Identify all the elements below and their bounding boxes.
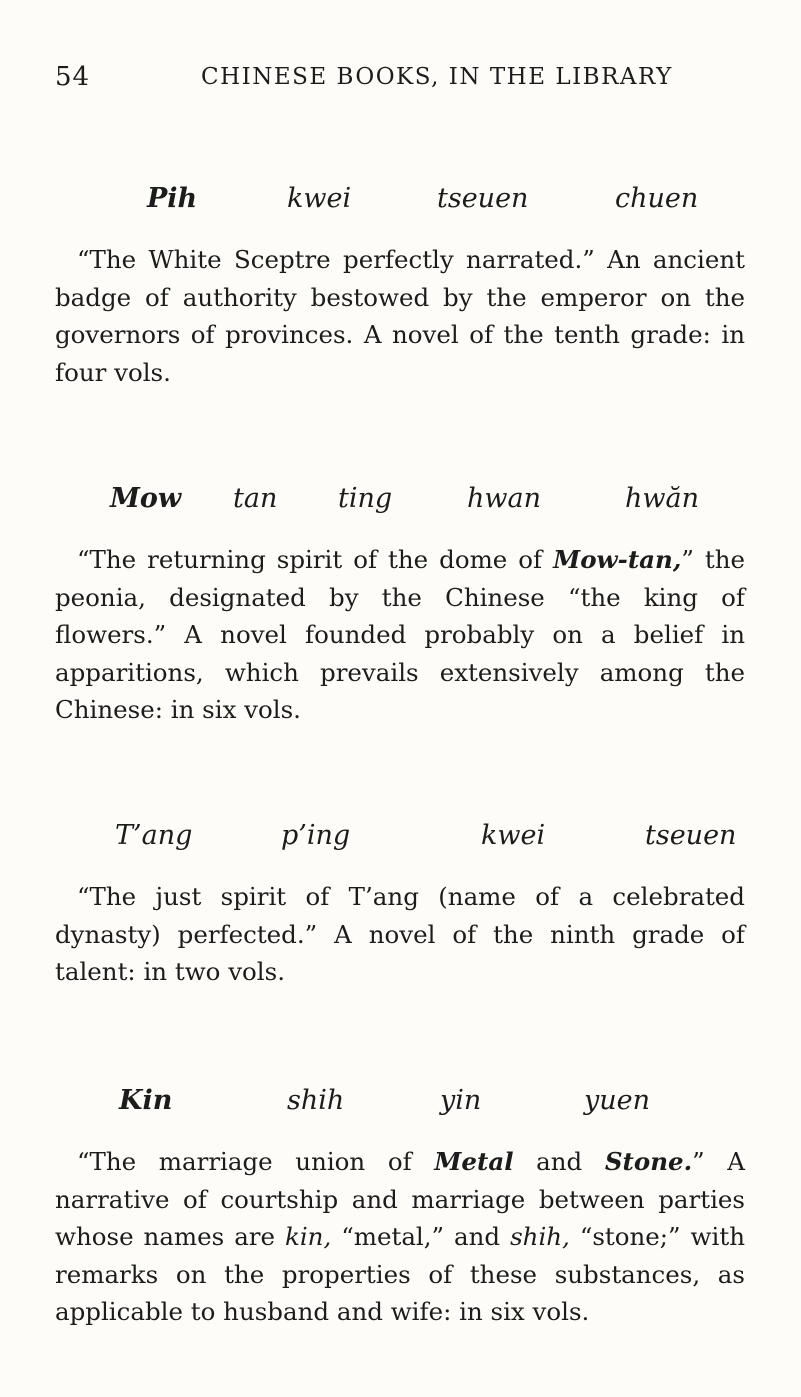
entry-description bbox=[55, 1143, 745, 1331]
description-emphasis: shih, bbox=[510, 1222, 570, 1251]
page-number: 54 bbox=[55, 62, 91, 92]
title-word: Kin bbox=[119, 1085, 173, 1116]
running-title: CHINESE BOOKS, IN THE LIBRARY bbox=[201, 64, 673, 90]
title-word: hwăn bbox=[625, 483, 699, 514]
book-entry-kin-shih bbox=[55, 1085, 745, 1331]
description-text: “metal,” and bbox=[331, 1222, 511, 1251]
title-word: T’ang bbox=[115, 820, 193, 851]
entry-title bbox=[55, 1085, 745, 1125]
entry-title bbox=[55, 483, 745, 523]
title-word: tan bbox=[233, 483, 278, 514]
running-head bbox=[55, 62, 745, 102]
description-text: “The returning spirit of the dome of bbox=[77, 545, 554, 574]
title-word: yin bbox=[440, 1085, 482, 1116]
description-text: ” the peonia, designated by the Chinese “the king of flowers.” A novel founded probably on a belief in apparitions, which prevails extensively among the Chinese: in six vols. bbox=[55, 545, 745, 724]
title-word: tseuen bbox=[645, 820, 737, 851]
title-word: kwei bbox=[481, 820, 546, 851]
entry-title bbox=[55, 820, 745, 860]
description-text: “The White Sceptre perfectly narrated.” An ancient badge of authority bestowed by the emperor on the governors of provinces. A novel of the tenth grade: in four vols. bbox=[55, 245, 745, 387]
description-text: ” A narrative of courtship and marriage between parties whose names are bbox=[55, 1147, 745, 1251]
description-text: “The just spirit of T’ang (name of a celebrated dynasty) perfected.” A novel of the ninth grade of talent: in two vols. bbox=[55, 882, 745, 986]
title-word: chuen bbox=[615, 183, 699, 214]
title-word: kwei bbox=[287, 183, 352, 214]
entry-description bbox=[55, 541, 745, 729]
entry-title bbox=[55, 183, 745, 223]
book-entry-pih-kwei bbox=[55, 183, 745, 391]
title-word: Pih bbox=[147, 183, 198, 214]
description-emphasis: Stone. bbox=[604, 1147, 693, 1176]
book-entry-mow-tan bbox=[55, 483, 745, 729]
description-text: “The marriage union of bbox=[77, 1147, 435, 1176]
entry-description bbox=[55, 878, 745, 991]
title-word: shih bbox=[287, 1085, 345, 1116]
entry-description bbox=[55, 241, 745, 391]
title-word: hwan bbox=[467, 483, 541, 514]
title-word: ting bbox=[338, 483, 393, 514]
title-word: tseuen bbox=[437, 183, 529, 214]
title-word: p’ing bbox=[281, 820, 351, 851]
title-word: yuen bbox=[584, 1085, 651, 1116]
description-emphasis: kin, bbox=[285, 1222, 332, 1251]
description-emphasis: Mow-tan, bbox=[553, 545, 682, 574]
description-text: “stone;” with remarks on the properties of these substances, as applicable to husband and wife: in six vols. bbox=[55, 1222, 745, 1326]
title-word: Mow bbox=[110, 483, 182, 514]
book-entry-tang-ping bbox=[55, 820, 745, 991]
description-emphasis: Metal bbox=[434, 1147, 514, 1176]
description-text: and bbox=[513, 1147, 605, 1176]
